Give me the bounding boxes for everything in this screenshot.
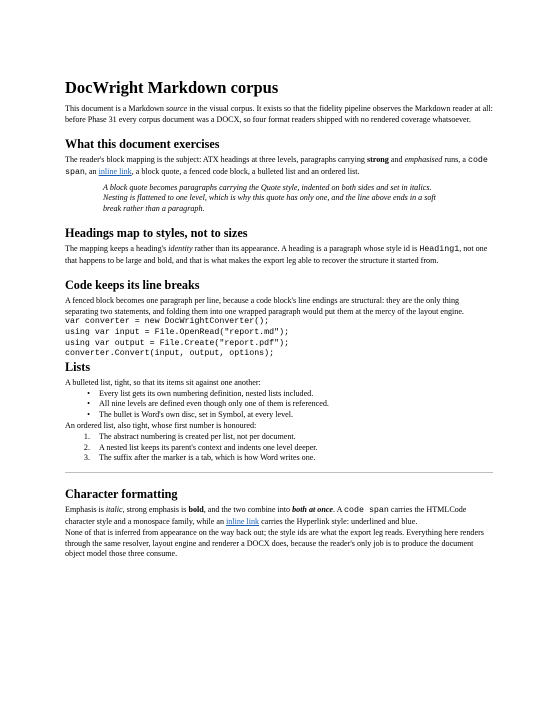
text-run: The reader's block mapping is the subject: ATX headings at three levels, paragraphs carrying (65, 155, 367, 165)
number-marker: 3. (83, 453, 90, 463)
heading-lists: Lists (65, 359, 91, 374)
code-span: code span (344, 506, 389, 516)
headings-paragraph (65, 244, 493, 267)
text-run: Emphasis is (65, 505, 106, 515)
code-line: converter.Convert(input, output, options); (65, 349, 275, 359)
horizontal-rule (65, 472, 493, 473)
list-item-text: Every list gets its own numbering definition, nested lists included. (99, 388, 314, 398)
text-run: carries the HTMLCode character style and a monospace family, while an (65, 505, 467, 526)
document-body (65, 79, 493, 560)
code-line: var converter = new DocWrightConverter(); (65, 317, 270, 327)
inline-link[interactable]: inline link (226, 516, 260, 526)
text-run: runs, a (442, 155, 468, 165)
list-item (65, 432, 493, 443)
heading-code-keeps-line-breaks: Code keeps its line breaks (65, 277, 200, 292)
text-run: , strong emphasis is (122, 505, 189, 515)
list-item-text: A nested list keeps its parent's context and indents one level deeper. (99, 442, 318, 452)
formatting-paragraph (65, 505, 493, 528)
strong-emphasis-run (292, 505, 333, 514)
text-run: rather than its appearance. A heading is a paragraph whose style id is (192, 244, 420, 254)
document-title: DocWright Markdown corpus (65, 78, 279, 97)
list-item (65, 443, 493, 454)
fenced-code-block (65, 317, 493, 359)
formatting-paragraph-2: None of that is inferred from appearance on the way back out; the style ids are what the export leg reads. Everything here renders through the same resolver, layout engine and renderer a DOCX does, because the reader's only job is to produce the document object model those three consume. (65, 527, 484, 559)
code-span: Heading1 (419, 245, 460, 255)
ordered-list (65, 432, 493, 464)
bullet-marker: • (87, 399, 90, 409)
bullet-marker: • (87, 388, 90, 398)
text-run: , an (84, 166, 99, 176)
strong-run: strong (366, 155, 389, 165)
text-run: , a block quote, a fenced code block, a bulleted list and an ordered list. (131, 166, 360, 176)
intro-text-c: in the visual corpus. It exists so that the fidelity pipeline observes the Markdown reader at all: before Phase 31 every corpus document was a DOCX, so four format readers shipped with no rendered coverage whatsoever. (65, 104, 493, 125)
text-run: and (388, 155, 405, 165)
list-item-text: The bullet is Word's own disc, set in Symbol, at every level. (99, 410, 293, 420)
emphasis-run: identity (168, 244, 193, 254)
text-run: , not one that happens to be large and bold, and that is what makes the export leg able to recover the structure it started from. (65, 244, 488, 265)
list-item-text: The abstract numbering is created per list, not per document. (99, 431, 296, 441)
intro-emphasis: source (165, 104, 188, 114)
text-run: carries the Hyperlink style: underlined and blue. (259, 516, 418, 526)
code-line: using var input = File.OpenRead("report.md"); (65, 327, 290, 337)
list-item-text: The suffix after the marker is a tab, which is how Word writes one. (99, 453, 316, 463)
list-item (65, 399, 493, 410)
list-item (65, 410, 493, 421)
bulleted-list (65, 389, 493, 421)
strong-run: bold (188, 505, 204, 515)
intro-text-a: This document is a Markdown (65, 104, 166, 114)
text-run: . A (333, 505, 345, 515)
bullet-list-intro: A bulleted list, tight, so that its items sit against one another: (65, 377, 261, 387)
emphasis-run: emphasised (404, 155, 443, 165)
number-marker: 2. (83, 442, 90, 452)
list-item (65, 389, 493, 400)
intro-paragraph (65, 104, 493, 126)
list-item (65, 453, 493, 464)
code-paragraph: A fenced block becomes one paragraph per line, because a code block's line endings are structural: they are the only thing separating two statements, and folding them into one wrapped paragraph would put them at the mercy of the layout engine. (65, 295, 464, 316)
code-line: using var output = File.Create("report.pdf"); (65, 338, 290, 348)
heading-character-formatting: Character formatting (65, 487, 178, 502)
text-run: The mapping keeps a heading's (65, 244, 169, 254)
ordered-list-intro: An ordered list, also tight, whose first number is honoured: (65, 420, 257, 430)
number-marker: 1. (83, 431, 90, 441)
bullet-marker: • (87, 410, 90, 420)
inline-link[interactable]: inline link (98, 166, 132, 176)
strong-emphasis-text: both at once (292, 505, 334, 515)
block-quote: A block quote becomes paragraphs carrying the Quote style, indented on both sides and set in italics. Nesting is flattened to one level, which is why this quote has only one, and the line above ends in a soft break rather than a paragraph. (103, 182, 436, 214)
emphasis-run: italic (105, 505, 123, 515)
list-item-text: All nine levels are defined even though only one of them is referenced. (99, 399, 329, 409)
heading-headings-map-to-styles: Headings map to styles, not to sizes (65, 226, 248, 241)
text-run: , and the two combine into (203, 505, 293, 515)
code-span: code span (65, 156, 488, 177)
heading-what-this-exercises: What this document exercises (65, 137, 220, 152)
exercises-paragraph (65, 155, 493, 179)
